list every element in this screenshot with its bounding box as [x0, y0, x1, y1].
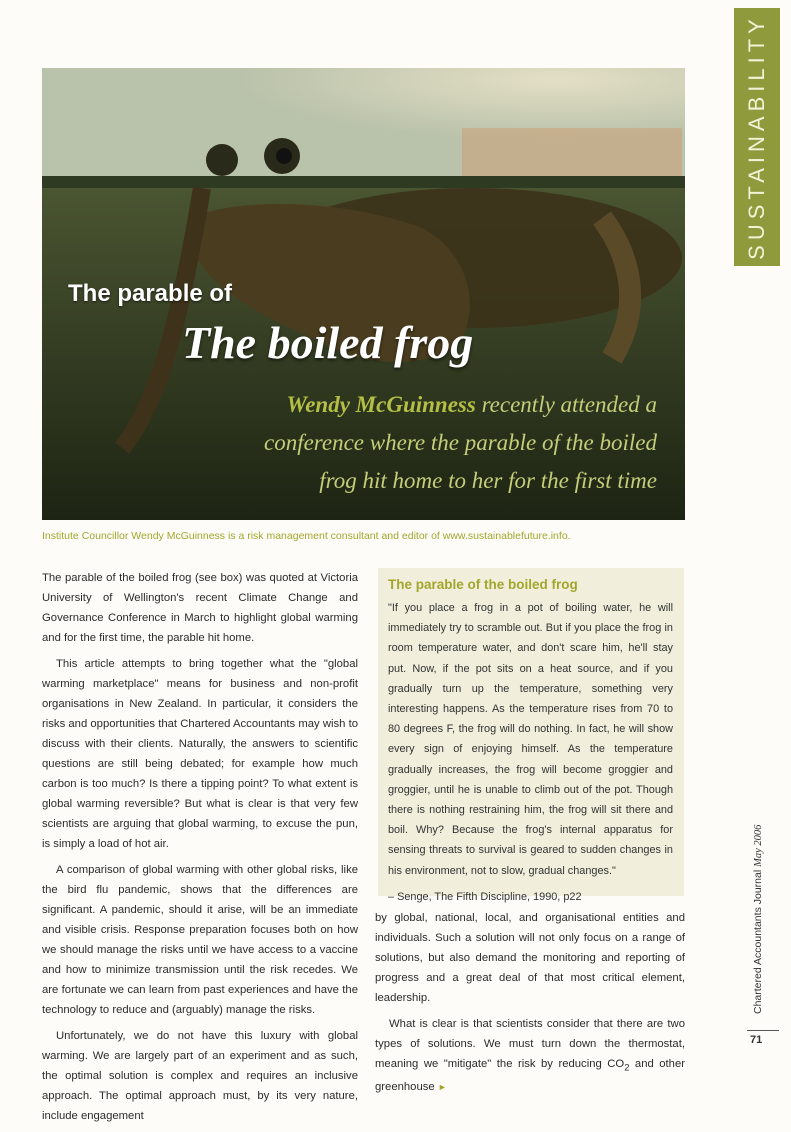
subscript: 2 [624, 1061, 630, 1073]
sidebar-citation: – Senge, The Fifth Discipline, 1990, p22 [388, 890, 582, 903]
standfirst-author: Wendy McGuinness [286, 392, 476, 417]
body-paragraph: This article attempts to bring together what the "global warming marketplace" means for business and non-profit organisations in New Zealand. In particular, it considers the risks and opportunities that Chartered Accountants may wish to discuss with their clients. Naturally, the answers to scientific questions are still being debated; for example how much carbon is too much? Is there a tipping point? To what extent is global warming reversible? But what is clear is that very few scientists are arguing that global warming, to excuse the pun, is simply a load of hot air. [42, 658, 358, 850]
hero-photo [42, 68, 685, 520]
journal-footer [752, 825, 764, 1014]
body-paragraph: Unfortunately, we do not have this luxury with global warming. We are largely part of an experiment and as such, the optimal solution is complex and requires an inclusive approach. The optimal approach must, by its very nature, include engagement [42, 1030, 358, 1122]
journal-issue: May 2006 [753, 824, 764, 867]
continue-arrow-icon: ► [437, 1082, 447, 1093]
sidebar-title: The parable of the boiled frog [388, 577, 578, 592]
footer-rule [747, 1030, 779, 1031]
body-text: What is clear is that scientists consider that there are two types of solutions. We must turn down the thermostat, meaning we "mitigate" the risk by reducing CO [375, 1018, 685, 1070]
headline-title: The boiled frog [182, 317, 474, 368]
body-text: and other greenhouse [375, 1058, 685, 1094]
section-tab [734, 8, 780, 266]
standfirst-text: recently attended a conference where the parable of the boiled frog hit home to her for the first time [263, 392, 657, 493]
body-paragraph: A comparison of global warming with other global risks, like the bird flu pandemic, shows that the differences are significant. A pandemic, should it arise, will be an immediate and visible crisis. Response preparation focuses both on how we should manage the risks until we have access to a vaccine and how to minimize transmission until the risk recedes. We are fortunate we can learn from past experiences and have the technology to reduce and (arguably) manage the risks. [42, 864, 358, 1016]
left-column [42, 568, 358, 1132]
photo-caption: Institute Councillor Wendy McGuinness is a risk management consultant and editor of www.sustainablefuture.info. [42, 530, 571, 542]
section-tab-label: SUSTAINABILITY [744, 14, 769, 260]
sidebar-quote: "If you place a frog in a pot of boiling water, he will immediately try to scramble out. But if you place the frog in room temperature water, and don't scare him, he'll stay put. Now, if the pot sits on a heat source, and if you gradually turn up the temperature, something very interesting happens. As the temperature rises from 70 to 80 degrees F, the frog will do nothing. In fact, he will show every sign of enjoying himself. As the temperature gradually increases, the frog will become groggier and groggier, until he is unable to climb out of the pot. Though there is nothing restraining him, the frog will sit there and boil. Why? Because the frog's internal apparatus for sensing threats to survival is geared to sudden changes in his environment, not to slow, gradual changes." [388, 602, 673, 877]
right-column [375, 908, 685, 1103]
page-number: 71 [750, 1034, 763, 1046]
sidebar-box [378, 568, 684, 903]
body-paragraph [375, 1014, 685, 1097]
body-paragraph: The parable of the boiled frog (see box) was quoted at Victoria University of Wellington's recent Climate Change and Governance Conference in March to highlight global warming and for the first time, the parable hit home. [42, 572, 358, 644]
headline-kicker: The parable of [68, 280, 233, 307]
journal-name: Chartered Accountants Journal [752, 869, 764, 1014]
headline-standfirst [237, 386, 657, 500]
body-paragraph: by global, national, local, and organisational entities and individuals. Such a solution will not only focus on a range of solutions, but also demand the monitoring and reporting of progress and a great deal of that most critical element, leadership. [375, 912, 685, 1004]
